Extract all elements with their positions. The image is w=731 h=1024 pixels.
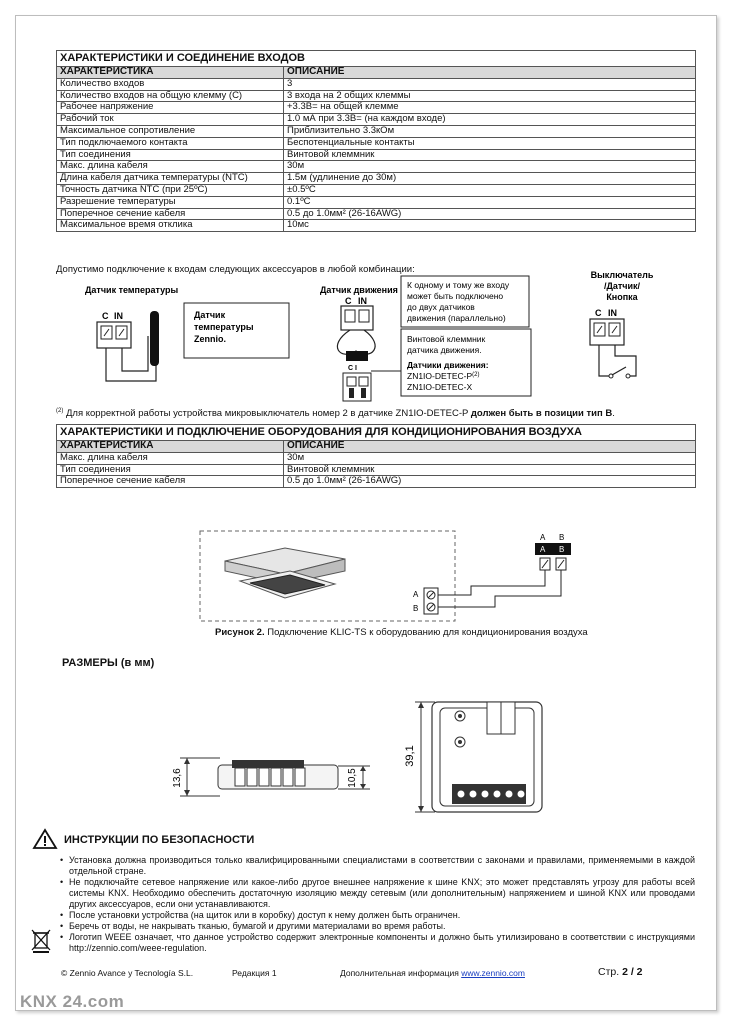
inputs_section-row: [57, 125, 696, 137]
safety-item: • Не подключайте сетевое напряжение или какое-либо другое внешнее напряжение к шине KNX; это может представлять угрозу для работы всей системы KNX. Необходимо обеспечить достаточную изоляцию между сетевым (или дополнительным) напряжением и шиной KNX или проводами других аксессуаров, если они устанавливаются.: [60, 877, 695, 910]
footer-more-info: [340, 968, 525, 978]
footer-page: [598, 966, 643, 978]
accessories-intro: Допустимо подключение к входам следующих аксессуаров в любой комбинации:: [56, 264, 415, 275]
klic-label-b: B: [559, 533, 565, 542]
watermark: KNX 24.com: [20, 992, 125, 1011]
switch-label-line3: Кнопка: [606, 292, 638, 302]
motion-model-2: ZN1IO-DETEC-X: [407, 382, 473, 392]
inputs_section-characteristic-cell: Тип подключаемого контакта: [57, 137, 284, 149]
klic-terminal-a: A: [540, 545, 546, 554]
inputs_section-row: [57, 137, 696, 149]
footnote: [56, 408, 615, 419]
footnote-text: Для корректной работы устройства микровыключатель номер 2 в датчике ZN1IO-DETEC-P: [63, 408, 471, 420]
footer-more-info-text: Дополнительная информация: [340, 968, 462, 978]
ac_section-row: [57, 476, 696, 488]
inputs_section-characteristic-cell: Точность датчика NTC (при 25ºC): [57, 184, 284, 196]
inputs_section-description-cell: Приблизительно 3.3кОм: [284, 125, 696, 137]
safety-list: [60, 855, 695, 954]
footer-page-num: 2 / 2: [622, 966, 643, 978]
figure2-diagram: [195, 526, 595, 626]
inputs_section-row: [57, 208, 696, 220]
ac_section-row: [57, 464, 696, 476]
ac_section-description-cell: Винтовой клеммник: [284, 464, 696, 476]
footer-copyright: © Zennio Avance y Tecnología S.L.: [61, 968, 194, 978]
inputs_section-row: [57, 184, 696, 196]
side-view-drawing: [180, 758, 370, 796]
inputs_section-characteristic-cell: Длина кабеля датчика температуры (NTC): [57, 173, 284, 185]
inputs_section-description-cell: 1.0 мА при 3.3В= (на каждом входе): [284, 114, 696, 126]
inputs_section-description-cell: +3.3В= на общей клемме: [284, 102, 696, 114]
parallel-note-line3: до двух датчиков: [407, 302, 475, 312]
inputs_section-description-cell: Беспотенциальные контакты: [284, 137, 696, 149]
temp-sensor-label: Датчик температуры: [85, 285, 179, 295]
inputs_section-row: [57, 102, 696, 114]
inputs_section-characteristic-cell: Максимальное сопротивление: [57, 125, 284, 137]
front-view-drawing: [415, 702, 542, 812]
footnote-marker: (2): [56, 408, 64, 414]
motion-terminal-block: [341, 306, 373, 330]
inputs_section-description-cell: Винтовой клеммник: [284, 149, 696, 161]
ac_section-characteristic-cell: Поперечное сечение кабеля: [57, 476, 284, 488]
inputs_section-description-cell: 0.5 до 1.0мм² (26-16AWG): [284, 208, 696, 220]
zennio-sensor-line3: Zennio.: [194, 334, 226, 344]
inputs_section-row: [57, 90, 696, 102]
inputs_section-row: [57, 114, 696, 126]
inputs_section-row: [57, 149, 696, 161]
inputs_section-description-cell: ±0.5ºC: [284, 184, 696, 196]
inputs_section-description-cell: 3: [284, 78, 696, 90]
ac-col-characteristic: ХАРАКТЕРИСТИКА: [57, 441, 284, 453]
inputs_section-description-cell: 3 входа на 2 общих клеммы: [284, 90, 696, 102]
motion-sensor-terminal-icon: [343, 351, 371, 401]
safety-item: • Логотип WEEE означает, что данное устройство содержит электронные компоненты и должно быть утилизировано в соответствии с инструкциями http://zennio.com/weee-regulation.: [60, 932, 695, 954]
inputs_section-description-cell: 0.1ºC: [284, 196, 696, 208]
inputs-table-title: ХАРАКТЕРИСТИКИ И СОЕДИНЕНИЕ ВХОДОВ: [57, 51, 696, 67]
inputs_section-row: [57, 161, 696, 173]
switch-contact-icon: [609, 367, 630, 378]
ac-table-title: ХАРАКТЕРИСТИКИ И ПОДКЛЮЧЕНИЕ ОБОРУДОВАНИЯ ДЛЯ КОНДИЦИОНИРОВАНИЯ ВОЗДУХА: [57, 425, 696, 441]
parallel-note-line2: может быть подключено: [407, 291, 504, 301]
ac-cassette-unit-icon: [225, 548, 345, 598]
ac_section-characteristic-cell: Тип соединения: [57, 464, 284, 476]
inputs_section-characteristic-cell: Тип соединения: [57, 149, 284, 161]
warning-icon: [33, 829, 57, 849]
inputs_section-characteristic-cell: Макс. длина кабеля: [57, 161, 284, 173]
motion-terminal-c: C: [345, 296, 352, 306]
inputs_section-characteristic-cell: Максимальное время отклика: [57, 220, 284, 232]
inputs_section-characteristic-cell: Количество входов: [57, 78, 284, 90]
inputs_section-description-cell: 10мс: [284, 220, 696, 232]
temp-terminal-in: IN: [114, 311, 123, 321]
inputs_section-characteristic-cell: Количество входов на общую клемму (C): [57, 90, 284, 102]
dimensions-title: РАЗМЕРЫ (в мм): [62, 657, 155, 669]
figure2-caption-text: Подключение KLIC-TS к оборудованию для кондиционирования воздуха: [264, 627, 588, 638]
zennio-sensor-line1: Датчик: [194, 310, 226, 320]
zennio-link[interactable]: www.zennio.com: [461, 968, 525, 978]
figure2-caption: [215, 627, 588, 638]
inputs_section-characteristic-cell: Рабочий ток: [57, 114, 284, 126]
switch-terminal-block: [590, 319, 624, 345]
motion-terminal-in: IN: [358, 296, 367, 306]
ntc-probe-icon: [150, 311, 159, 366]
dimensions-drawing: [160, 690, 560, 820]
parallel-note-line1: К одному и тому же входу: [407, 280, 510, 290]
footer-page-label: Стр.: [598, 966, 623, 978]
inputs_section-characteristic-cell: Разрешение температуры: [57, 196, 284, 208]
ac-label-b: B: [413, 604, 419, 613]
switch-terminal-c: C: [595, 308, 602, 318]
inputs-col-description: ОПИСАНИЕ: [284, 67, 696, 79]
ac_section-characteristic-cell: Макс. длина кабеля: [57, 452, 284, 464]
weee-bin-icon: [30, 928, 52, 954]
motion-models-label: Датчики движения:: [407, 360, 489, 370]
ac-screw-terminal: [424, 588, 438, 614]
inputs_section-characteristic-cell: Рабочее напряжение: [57, 102, 284, 114]
switch-terminal-in: IN: [608, 308, 617, 318]
inputs_section-row: [57, 196, 696, 208]
parallel-note-line4: движения (параллельно): [407, 313, 506, 323]
accessories-diagram: [56, 270, 676, 411]
inputs_section-row: [57, 173, 696, 185]
ac_section-description-cell: 0.5 до 1.0мм² (26-16AWG): [284, 476, 696, 488]
klic-terminal-b: B: [559, 545, 565, 554]
figure2-caption-bold: Рисунок 2.: [215, 627, 265, 638]
safety-item: • Беречь от воды, не накрывать тканью, бумагой и другими материалами во время работы.: [60, 921, 695, 932]
dim-side-inner: 10,5: [347, 768, 358, 788]
safety-item: • После установки устройства (на щиток или в коробку) доступ к нему должен быть ограничен.: [60, 910, 695, 921]
ac_section-description-cell: 30м: [284, 452, 696, 464]
inputs_section-row: [57, 220, 696, 232]
inputs_section-row: [57, 78, 696, 90]
motion-model-1: $ZN1IO-DETEC-P^{(2)}$: [407, 371, 480, 381]
temp-terminal-block: [97, 322, 131, 348]
temp-terminal-c: C: [102, 311, 109, 321]
switch-label-line2: /Датчик/: [603, 281, 641, 291]
dim-side-height: 13,6: [172, 768, 183, 788]
klic-terminal-block: [535, 543, 571, 570]
motion-sensor-label: Датчик движения: [320, 285, 398, 295]
terminal-note-line1: Винтовой клеммник: [407, 334, 486, 344]
footer-revision: Редакция 1: [232, 968, 277, 978]
zennio-sensor-line2: температуры: [194, 322, 254, 332]
footnote-end: .: [612, 408, 615, 420]
safety-item: • Установка должна производиться только квалифицированными специалистами в соответствии с законами и правилами, применяемыми в каждой отдельной стране.: [60, 855, 695, 877]
klic-label-a: A: [540, 533, 546, 542]
inputs-col-characteristic: ХАРАКТЕРИСТИКА: [57, 67, 284, 79]
ac-spec-table: [56, 424, 696, 488]
inputs_section-description-cell: 30м: [284, 161, 696, 173]
footnote-bold: должен быть в позиции тип B: [470, 408, 613, 420]
inputs_section-characteristic-cell: Поперечное сечение кабеля: [57, 208, 284, 220]
switch-label-line1: Выключатель: [590, 270, 654, 280]
inputs-spec-table: [56, 50, 696, 232]
inputs_section-description-cell: 1.5м (удлинение до 30м): [284, 173, 696, 185]
safety-title: ИНСТРУКЦИИ ПО БЕЗОПАСНОСТИ: [64, 834, 255, 846]
terminal-note-line2: датчика движения.: [407, 345, 482, 355]
ac-label-a: A: [413, 590, 419, 599]
dim-front-height: 39,1: [404, 745, 416, 767]
ac_section-row: [57, 452, 696, 464]
ac-col-description: ОПИСАНИЕ: [284, 441, 696, 453]
motion-terminal-ct: C I: [348, 365, 357, 372]
